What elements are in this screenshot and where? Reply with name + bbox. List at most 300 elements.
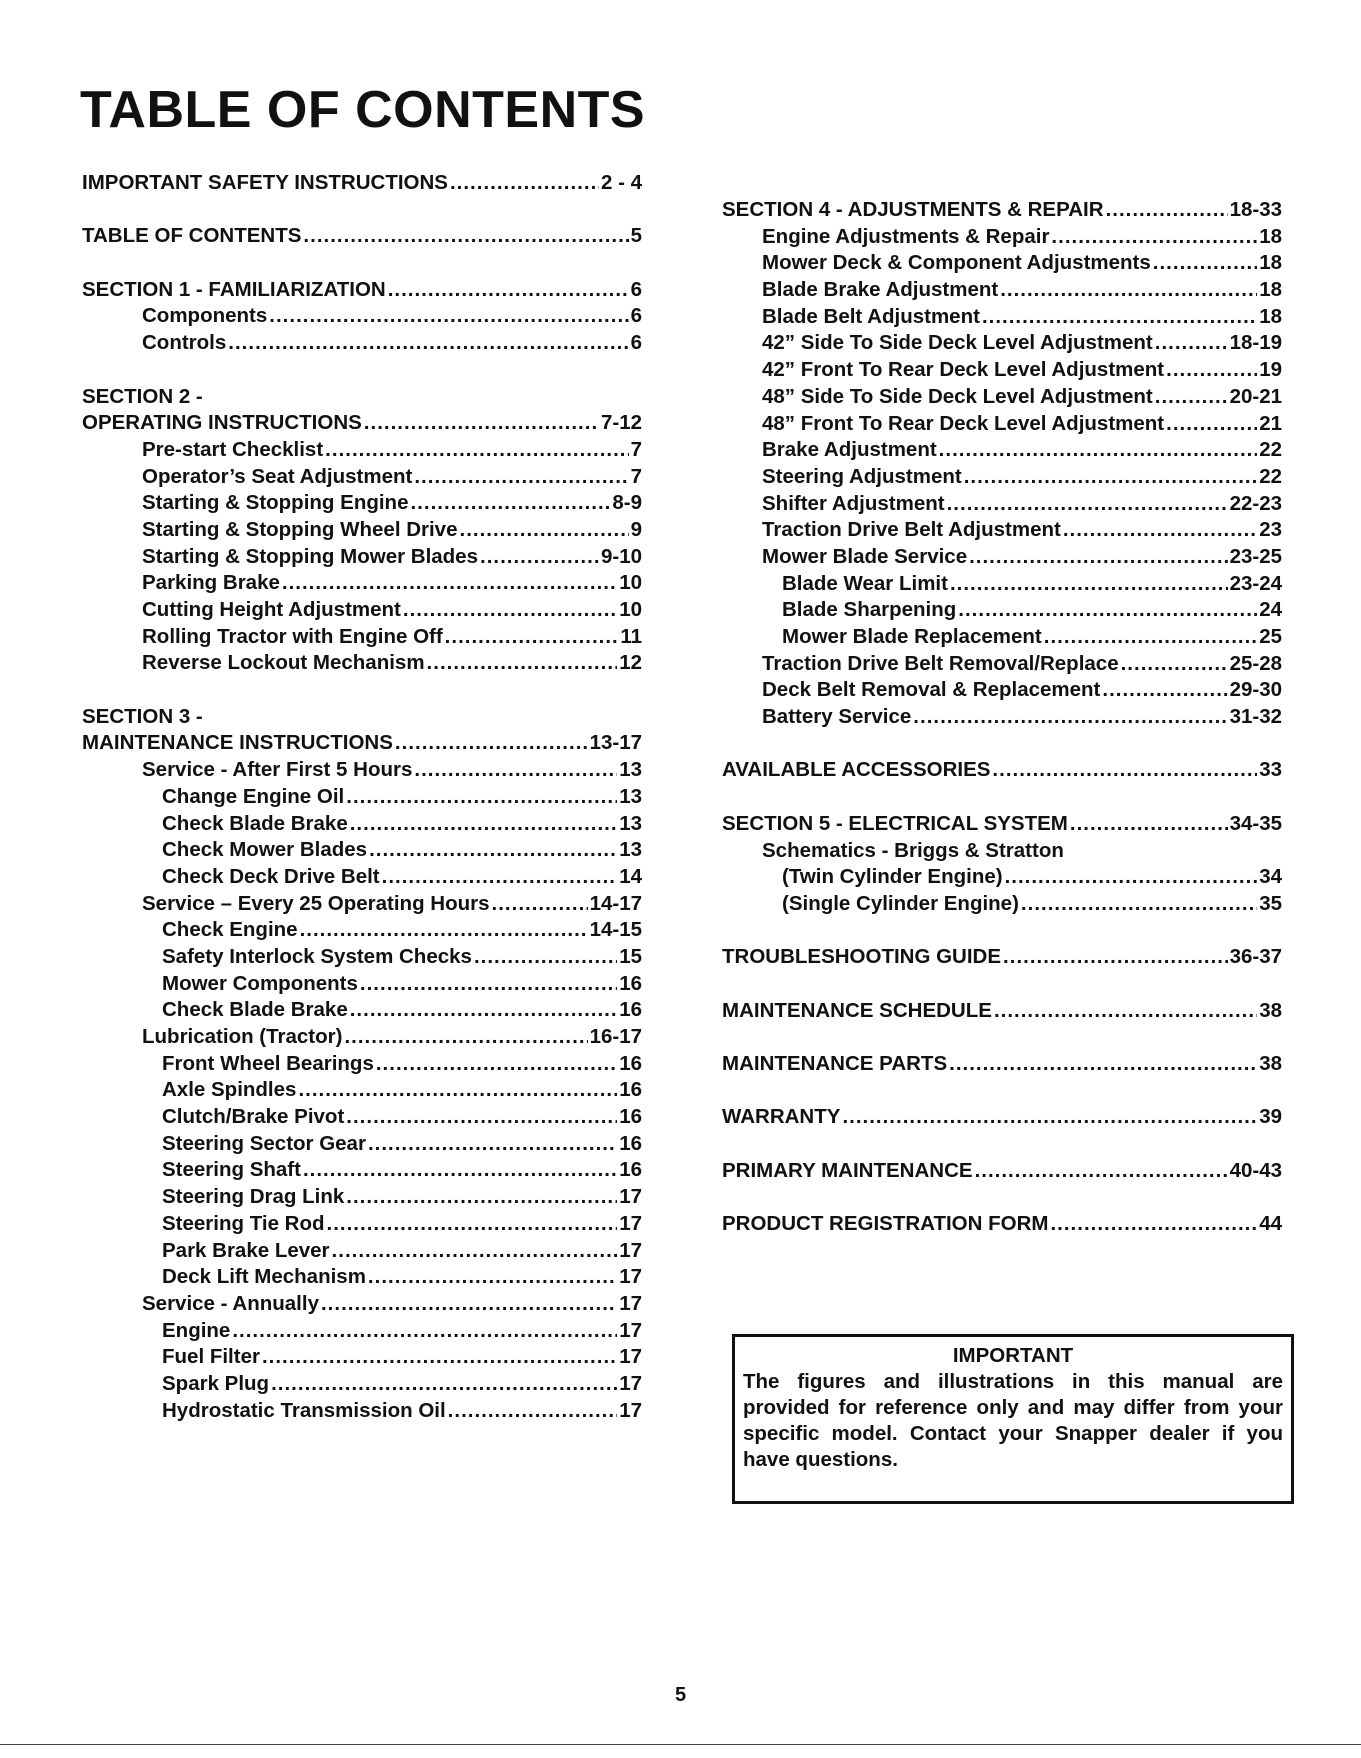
toc-entry-page: 13 (619, 758, 642, 782)
toc-entry (82, 624, 642, 651)
toc-leader-dots (1166, 411, 1257, 438)
toc-entry-page: 14-15 (589, 918, 642, 942)
toc-entry-label: Check Deck Drive Belt (162, 864, 380, 888)
toc-entry-page: 38 (1259, 1052, 1282, 1075)
toc-entry-page: 14 (619, 864, 642, 888)
toc-entry-label: Change Engine Oil (162, 784, 345, 808)
toc-entry-page: 20-21 (1229, 384, 1282, 408)
toc-leader-dots (975, 1158, 1228, 1185)
toc-entry-page: 23-24 (1229, 571, 1282, 595)
toc-spacer (722, 1184, 1282, 1211)
toc-leader-dots (360, 971, 617, 998)
toc-entry-page: 9 (630, 517, 642, 541)
toc-leader-dots (346, 784, 617, 811)
toc-entry-label: Steering Sector Gear (162, 1131, 366, 1155)
toc-entry (82, 384, 642, 411)
toc-entry-label: Service - Annually (142, 1291, 319, 1315)
toc-entry-label: Clutch/Brake Pivot (162, 1105, 345, 1129)
toc-entry-label: SECTION 4 - ADJUSTMENTS & REPAIR (722, 198, 1104, 221)
toc-spacer (82, 197, 642, 224)
toc-entry-page: 22 (1259, 464, 1282, 488)
toc-entry (82, 437, 642, 464)
toc-leader-dots (1050, 1211, 1257, 1238)
toc-leader-dots (1000, 277, 1257, 304)
toc-entry-page: 16-17 (589, 1025, 642, 1048)
toc-leader-dots (325, 437, 628, 464)
toc-entry (722, 330, 1282, 357)
toc-leader-dots (480, 544, 599, 571)
toc-entry-page: 17 (619, 1238, 642, 1262)
toc-entry-page: 18 (1259, 278, 1282, 302)
toc-leader-dots (262, 1344, 617, 1371)
toc-entry (722, 437, 1282, 464)
toc-entry (722, 1211, 1282, 1238)
toc-entry-page: 13-17 (589, 731, 642, 755)
toc-leader-dots (969, 544, 1227, 571)
toc-entry-label: MAINTENANCE SCHEDULE (722, 998, 992, 1022)
toc-entry-label: SECTION 1 - FAMILIARIZATION (82, 277, 386, 301)
toc-entry-label: TABLE OF CONTENTS (82, 224, 302, 248)
toc-entry (722, 864, 1282, 891)
toc-entry-label: Park Brake Lever (162, 1238, 330, 1262)
toc-entry-page: 17 (619, 1211, 642, 1235)
toc-entry (722, 491, 1282, 518)
toc-entry (722, 757, 1282, 784)
toc-entry (82, 1291, 642, 1318)
toc-entry (82, 277, 642, 304)
toc-entry-label: Controls (142, 331, 227, 355)
toc-entry-page: 40-43 (1229, 1158, 1282, 1182)
toc-entry (82, 1344, 642, 1371)
toc-entry-label: Mower Blade Replacement (782, 625, 1042, 648)
toc-entry-label: Deck Lift Mechanism (162, 1265, 366, 1289)
toc-leader-dots (382, 864, 618, 891)
toc-entry-page: 10 (619, 598, 642, 621)
toc-entry (82, 464, 642, 491)
toc-entry-label: Starting & Stopping Engine (142, 491, 409, 515)
toc-leader-dots (364, 410, 599, 437)
toc-entry-label: Cutting Height Adjustment (142, 598, 401, 621)
toc-leader-dots (1003, 944, 1228, 971)
toc-leader-dots (939, 437, 1258, 464)
toc-leader-dots (1155, 384, 1228, 411)
toc-entry-page: 16 (619, 998, 642, 1022)
toc-entry-page: 13 (619, 811, 642, 835)
toc-entry-page: 29-30 (1229, 678, 1282, 702)
toc-entry-label: (Twin Cylinder Engine) (782, 865, 1003, 889)
toc-entry-page: 17 (619, 1398, 642, 1422)
toc-entry-page: 8-9 (612, 491, 642, 515)
toc-entry (82, 1157, 642, 1184)
toc-leader-dots (414, 464, 628, 491)
toc-leader-dots (427, 650, 618, 677)
toc-entry (722, 891, 1282, 918)
toc-entry (82, 223, 642, 250)
toc-entry (82, 544, 642, 571)
toc-entry-label: Brake Adjustment (762, 438, 937, 462)
toc-entry-page: 17 (619, 1345, 642, 1369)
important-notice-box (732, 1334, 1294, 1504)
toc-entry-page: 5 (630, 224, 642, 248)
toc-entry (722, 277, 1282, 304)
toc-entry (722, 811, 1282, 838)
toc-leader-dots (1153, 250, 1257, 277)
toc-leader-dots (303, 223, 628, 250)
toc-entry (722, 944, 1282, 971)
toc-leader-dots (1051, 224, 1257, 251)
toc-entry-page: 38 (1259, 998, 1282, 1022)
toc-entry-page: 11 (620, 624, 642, 648)
toc-entry (722, 411, 1282, 438)
toc-leader-dots (298, 1077, 617, 1104)
toc-spacer (722, 784, 1282, 811)
toc-entry-page: 23-25 (1229, 544, 1282, 568)
toc-entry (722, 651, 1282, 678)
toc-entry (722, 357, 1282, 384)
toc-entry (82, 917, 642, 944)
toc-entry (82, 1077, 642, 1104)
toc-entry (722, 224, 1282, 251)
toc-entry (82, 170, 642, 197)
toc-leader-dots (992, 757, 1257, 784)
toc-entry-label: Blade Belt Adjustment (762, 304, 980, 328)
toc-leader-dots (368, 1264, 617, 1291)
toc-leader-dots (376, 1051, 617, 1078)
toc-entry-label: Schematics - Briggs & Stratton (762, 838, 1064, 862)
toc-entry (82, 597, 642, 624)
toc-entry-page: 12 (619, 651, 642, 675)
toc-left-column (82, 170, 642, 1424)
toc-leader-dots (346, 1184, 617, 1211)
toc-entry-page: 31-32 (1229, 705, 1282, 729)
toc-entry-label: Components (142, 304, 268, 328)
toc-entry (82, 757, 642, 784)
toc-entry-page: 14-17 (589, 891, 642, 915)
toc-entry-page: 18-19 (1229, 331, 1282, 355)
toc-entry (722, 571, 1282, 598)
toc-leader-dots (344, 1024, 587, 1051)
toc-entry-label: Blade Sharpening (782, 598, 957, 622)
toc-entry (82, 1051, 642, 1078)
toc-leader-dots (403, 597, 617, 624)
toc-leader-dots (994, 998, 1257, 1025)
toc-entry-label: Axle Spindles (162, 1078, 297, 1102)
toc-entry-page: 16 (619, 1051, 642, 1075)
toc-leader-dots (460, 517, 629, 544)
toc-entry (82, 490, 642, 517)
toc-entry-label: Shifter Adjustment (762, 491, 945, 515)
notice-body: The figures and illustrations in this manual are provided for reference only and may differ from your specific model. Contact your Snapper dealer if you have questions. (743, 1370, 1283, 1471)
toc-entry-label: AVAILABLE ACCESSORIES (722, 758, 991, 782)
toc-leader-dots (1063, 517, 1257, 544)
page-title: TABLE OF CONTENTS (80, 81, 646, 139)
toc-entry (722, 464, 1282, 491)
toc-entry (82, 1264, 642, 1291)
toc-entry-label: Steering Drag Link (162, 1185, 345, 1209)
toc-entry-label: Engine (162, 1318, 231, 1342)
toc-entry (82, 1131, 642, 1158)
toc-leader-dots (410, 490, 610, 517)
toc-entry-label: Blade Wear Limit (782, 571, 948, 595)
toc-entry-page: 6 (630, 304, 642, 328)
toc-entry (722, 838, 1282, 865)
toc-leader-dots (958, 597, 1257, 624)
toc-entry (722, 197, 1282, 224)
toc-entry-label: Service – Every 25 Operating Hours (142, 891, 490, 915)
toc-entry-label: 48” Front To Rear Deck Level Adjustment (762, 411, 1165, 435)
toc-entry-label: Operator’s Seat Adjustment (142, 464, 413, 488)
toc-entry-page: 21 (1259, 411, 1282, 435)
toc-entry-label: Traction Drive Belt Adjustment (762, 518, 1061, 542)
toc-leader-dots (949, 1051, 1257, 1078)
toc-entry-page: 13 (619, 784, 642, 808)
toc-entry-label: Mower Components (162, 971, 358, 995)
toc-entry-label: WARRANTY (722, 1105, 841, 1129)
toc-entry-label: SECTION 5 - ELECTRICAL SYSTEM (722, 811, 1068, 835)
toc-leader-dots (368, 1131, 617, 1158)
toc-entry-page: 24 (1259, 598, 1282, 622)
toc-spacer (722, 971, 1282, 998)
toc-entry-label: Check Engine (162, 918, 298, 942)
toc-entry-label: (Single Cylinder Engine) (782, 891, 1019, 915)
bottom-divider (0, 1744, 1361, 1745)
toc-entry (82, 410, 642, 437)
toc-entry-page: 36-37 (1229, 945, 1282, 969)
toc-entry-page: 44 (1259, 1212, 1282, 1236)
toc-entry-label: 42” Side To Side Deck Level Adjustment (762, 331, 1153, 355)
toc-entry-label: TROUBLESHOOTING GUIDE (722, 945, 1002, 969)
toc-entry (82, 971, 642, 998)
toc-leader-dots (271, 1371, 617, 1398)
toc-entry-page: 17 (619, 1265, 642, 1289)
toc-entry-label: Battery Service (762, 705, 912, 729)
toc-leader-dots (1044, 624, 1257, 651)
toc-entry-page: 25-28 (1229, 651, 1282, 675)
toc-entry-label: MAINTENANCE INSTRUCTIONS (82, 731, 393, 755)
toc-entry-page: 33 (1259, 758, 1282, 782)
toc-leader-dots (1021, 891, 1257, 918)
toc-entry (82, 891, 642, 918)
toc-leader-dots (332, 1238, 618, 1265)
toc-entry-label: PRIMARY MAINTENANCE (722, 1158, 973, 1182)
notice-heading: IMPORTANT (952, 1344, 1074, 1367)
toc-right-column (722, 197, 1282, 1238)
toc-leader-dots (327, 1211, 618, 1238)
toc-entry-page: 17 (619, 1185, 642, 1209)
toc-entry-page: 34-35 (1229, 811, 1282, 835)
toc-entry (722, 704, 1282, 731)
toc-leader-dots (450, 170, 599, 197)
toc-spacer (82, 357, 642, 384)
toc-entry (82, 303, 642, 330)
toc-leader-dots (395, 730, 588, 757)
toc-entry-label: MAINTENANCE PARTS (722, 1052, 948, 1075)
toc-entry-label: 48” Side To Side Deck Level Adjustment (762, 384, 1153, 408)
toc-entry-page: 9-10 (600, 544, 642, 568)
toc-entry (722, 597, 1282, 624)
toc-leader-dots (228, 330, 628, 357)
toc-entry-page: 34 (1259, 865, 1282, 889)
toc-entry (82, 704, 642, 731)
toc-leader-dots (445, 624, 619, 651)
toc-entry-label: Check Blade Brake (162, 998, 348, 1022)
toc-leader-dots (1070, 811, 1228, 838)
toc-entry-label: SECTION 2 - (82, 384, 203, 408)
toc-entry-page: 39 (1259, 1105, 1282, 1129)
toc-entry-label: Fuel Filter (162, 1345, 260, 1369)
toc-entry (722, 998, 1282, 1025)
toc-entry (82, 730, 642, 757)
toc-entry-label: Steering Adjustment (762, 464, 962, 488)
toc-entry (82, 1371, 642, 1398)
toc-spacer (722, 1024, 1282, 1051)
toc-leader-dots (350, 997, 617, 1024)
toc-entry-page: 23 (1259, 518, 1282, 542)
toc-entry (722, 1051, 1282, 1078)
toc-entry-page: 18 (1259, 251, 1282, 275)
toc-entry-page: 7 (630, 437, 642, 461)
toc-entry-page: 25 (1259, 625, 1282, 648)
toc-leader-dots (350, 811, 617, 838)
toc-entry (82, 864, 642, 891)
toc-leader-dots (300, 917, 588, 944)
toc-entry (82, 837, 642, 864)
toc-spacer (82, 677, 642, 704)
toc-entry-page: 22 (1259, 438, 1282, 462)
toc-entry (82, 944, 642, 971)
toc-entry-label: OPERATING INSTRUCTIONS (82, 411, 362, 435)
toc-leader-dots (982, 304, 1257, 331)
toc-entry-label: Parking Brake (142, 571, 280, 595)
toc-entry-label: Front Wheel Bearings (162, 1051, 374, 1075)
toc-entry-page: 18 (1259, 304, 1282, 328)
toc-leader-dots (346, 1104, 617, 1131)
toc-leader-dots (414, 757, 617, 784)
toc-entry-page: 19 (1259, 358, 1282, 382)
toc-entry (82, 1398, 642, 1425)
toc-entry-page: 16 (619, 1105, 642, 1129)
toc-leader-dots (1121, 651, 1228, 678)
toc-entry (82, 1184, 642, 1211)
toc-entry (722, 1104, 1282, 1131)
toc-entry (722, 624, 1282, 651)
toc-entry-label: Mower Blade Service (762, 544, 968, 568)
toc-leader-dots (947, 491, 1228, 518)
toc-entry-page: 2 - 4 (600, 171, 642, 194)
toc-leader-dots (269, 303, 628, 330)
toc-leader-dots (913, 704, 1227, 731)
toc-leader-dots (321, 1291, 617, 1318)
toc-entry (82, 650, 642, 677)
toc-entry (722, 250, 1282, 277)
toc-leader-dots (448, 1398, 618, 1425)
toc-entry-label: Check Blade Brake (162, 811, 348, 835)
toc-entry-page: 17 (619, 1371, 642, 1395)
toc-entry-label: Steering Shaft (162, 1158, 301, 1182)
toc-entry-page: 18 (1259, 224, 1282, 248)
toc-entry-label: Rolling Tractor with Engine Off (142, 624, 443, 648)
toc-entry-page: 6 (630, 331, 642, 355)
toc-entry (722, 1158, 1282, 1185)
toc-entry-label: Spark Plug (162, 1371, 270, 1395)
toc-entry-label: IMPORTANT SAFETY INSTRUCTIONS (82, 171, 448, 194)
toc-entry-page: 16 (619, 1131, 642, 1155)
toc-entry (82, 330, 642, 357)
toc-spacer (82, 250, 642, 277)
toc-leader-dots (1166, 357, 1257, 384)
toc-entry-page: 17 (619, 1291, 642, 1315)
toc-entry-page: 15 (619, 944, 642, 968)
toc-entry-label: Engine Adjustments & Repair (762, 224, 1050, 248)
toc-entry (82, 1318, 642, 1345)
toc-entry-label: Lubrication (Tractor) (142, 1025, 343, 1048)
toc-entry (82, 1238, 642, 1265)
toc-entry-label: Deck Belt Removal & Replacement (762, 678, 1101, 702)
toc-entry-page: 22-23 (1229, 491, 1282, 515)
toc-entry-page: 13 (619, 838, 642, 862)
toc-entry (82, 784, 642, 811)
toc-spacer (722, 1078, 1282, 1105)
toc-entry-label: Starting & Stopping Mower Blades (142, 544, 478, 568)
toc-entry-page: 35 (1259, 891, 1282, 915)
toc-entry-label: SECTION 3 - (82, 704, 203, 728)
toc-entry (722, 544, 1282, 571)
toc-entry-label: Reverse Lockout Mechanism (142, 651, 425, 675)
toc-entry-label: Check Mower Blades (162, 838, 368, 862)
toc-leader-dots (842, 1104, 1257, 1131)
toc-leader-dots (369, 837, 617, 864)
toc-entry (722, 304, 1282, 331)
toc-entry-page: 18-33 (1229, 198, 1282, 221)
toc-entry-page: 16 (619, 1078, 642, 1102)
toc-entry (722, 677, 1282, 704)
toc-leader-dots (1106, 197, 1228, 224)
toc-entry (82, 811, 642, 838)
toc-leader-dots (492, 891, 588, 918)
toc-entry-label: Pre-start Checklist (142, 437, 324, 461)
toc-entry (82, 997, 642, 1024)
toc-leader-dots (1155, 330, 1228, 357)
toc-leader-dots (1005, 864, 1258, 891)
toc-leader-dots (474, 944, 617, 971)
toc-entry-label: PRODUCT REGISTRATION FORM (722, 1212, 1049, 1236)
toc-spacer (722, 918, 1282, 945)
toc-entry-page: 17 (619, 1318, 642, 1342)
toc-entry-label: Mower Deck & Component Adjustments (762, 251, 1151, 275)
toc-spacer (722, 731, 1282, 758)
toc-entry-page: 6 (630, 277, 642, 301)
toc-entry (82, 570, 642, 597)
toc-leader-dots (282, 570, 617, 597)
page-number: 5 (674, 1684, 687, 1706)
toc-entry-page: 10 (619, 571, 642, 595)
toc-leader-dots (388, 277, 629, 304)
toc-entry (82, 1211, 642, 1238)
toc-leader-dots (950, 571, 1228, 598)
toc-entry-page: 16 (619, 971, 642, 995)
toc-entry (82, 1024, 642, 1051)
toc-leader-dots (303, 1157, 617, 1184)
toc-entry (722, 384, 1282, 411)
toc-entry-page: 7-12 (600, 411, 642, 435)
toc-entry-label: Starting & Stopping Wheel Drive (142, 517, 458, 541)
toc-leader-dots (964, 464, 1257, 491)
toc-entry (82, 1104, 642, 1131)
toc-leader-dots (232, 1318, 617, 1345)
toc-entry-label: Hydrostatic Transmission Oil (162, 1398, 446, 1422)
toc-entry (722, 517, 1282, 544)
toc-entry-label: Steering Tie Rod (162, 1211, 325, 1235)
